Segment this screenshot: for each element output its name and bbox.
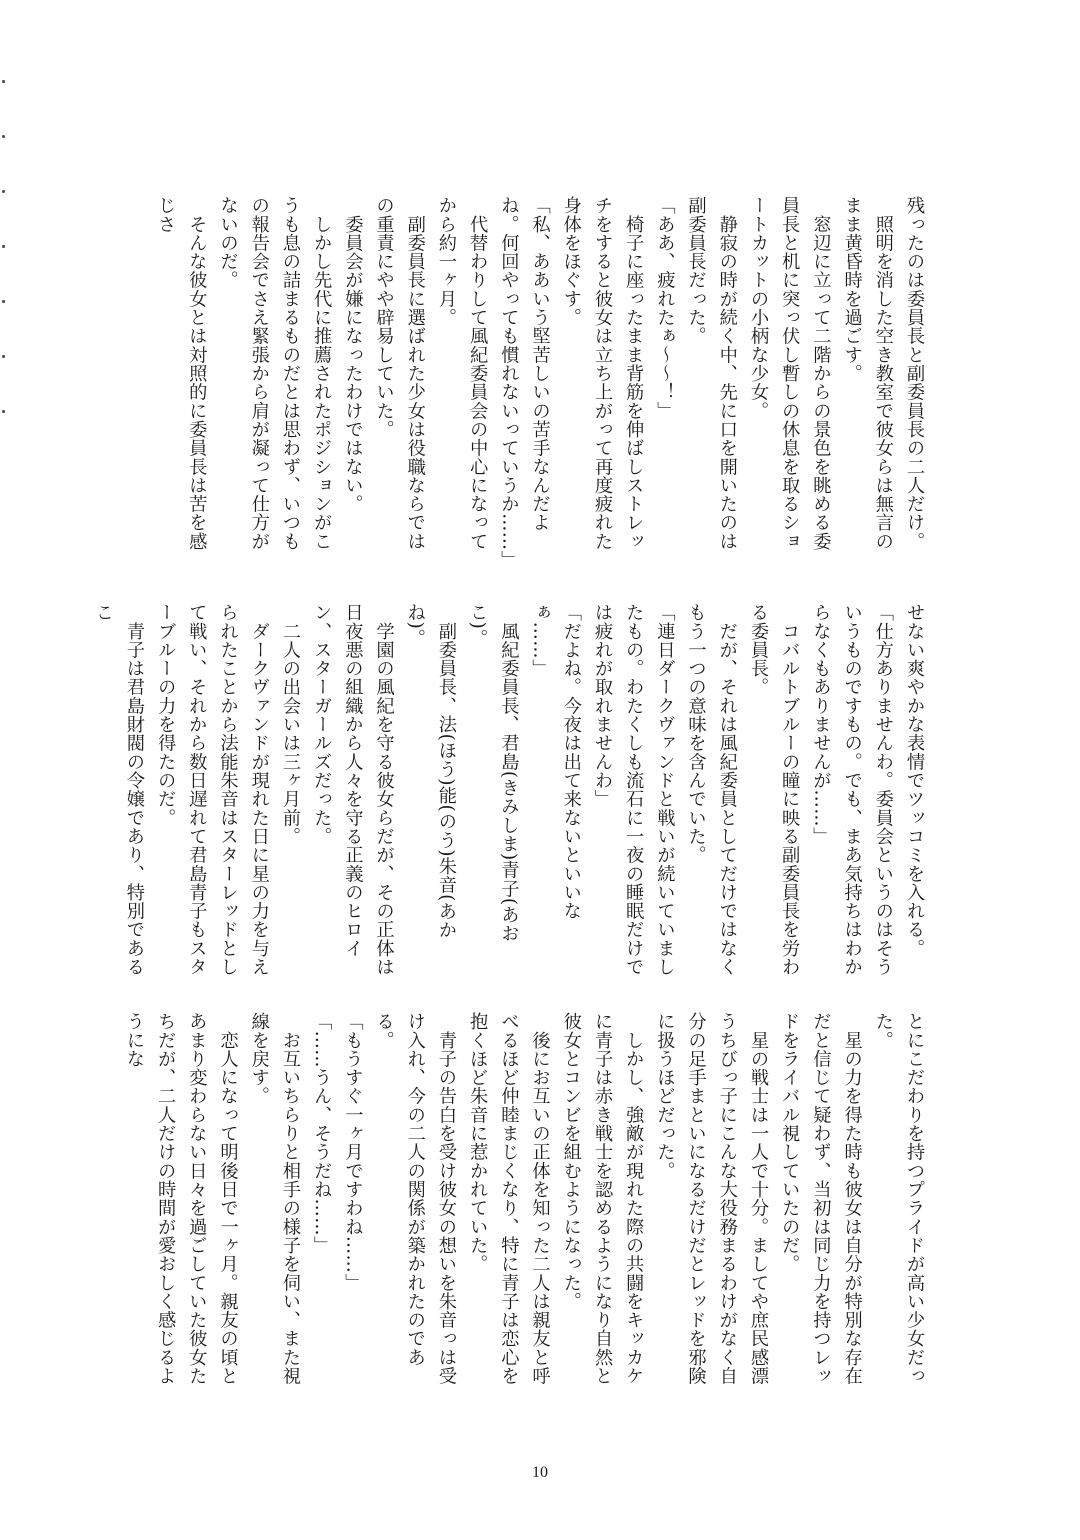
paragraph: 副委員長に選ばれた少女は役職ならではの重責にやや辟易していた。 bbox=[373, 196, 426, 551]
paragraph: 窓辺に立って二階からの景色を眺める委員長と机に突っ伏し暫しの休息を取るショートカットの小柄な少女。 bbox=[747, 196, 832, 551]
paragraph: 恋人になって明後日で一ヶ月。親友の頃とあまり変わらない日々を過ごしていた彼女たちだが、二人だけの時間が愛おしく感じるようにな bbox=[123, 1012, 239, 1386]
paragraph: ダークヴァンドが現れた日に星の力を与えられたことから法能朱音はスターレッドとして戦い、それから数日遅れて君島青子もスターブルーの力を得たのだ。 bbox=[155, 603, 270, 977]
paragraph: とにこだわりを持つプライドが高い少女だった。 bbox=[872, 1012, 925, 1386]
dialogue-line: 「連日ダークヴァンドと戦いが続いていましたもの。わたくしも流石に一夜の睡眠だけでは疲れが取れませんわ」 bbox=[591, 603, 676, 977]
paragraph: 残ったのは委員長と副委員長の二人だけ。 bbox=[904, 196, 925, 551]
text-tier-middle bbox=[92, 603, 930, 983]
edge-mark bbox=[2, 190, 5, 193]
dialogue-line: 「仕方ありませんわ。委員会というのはそういうものですもの。でも、まあ気持ちはわからなくもありませんが……」 bbox=[810, 603, 894, 977]
dialogue-line: 「だよね。今夜は出て来ないといいなぁ……」 bbox=[529, 603, 582, 921]
edge-mark bbox=[2, 300, 5, 303]
edge-mark bbox=[2, 245, 5, 248]
paragraph: 静寂の時が続く中、先に口を開いたのは副委員長だった。 bbox=[685, 196, 738, 551]
dialogue-line: 「もうすぐ一ヶ月ですわね……」 bbox=[342, 1012, 364, 1292]
dialogue-line: 「ああ、疲れたぁ〜〜！」 bbox=[654, 196, 676, 420]
text-tier-top bbox=[155, 196, 930, 570]
paragraph: 副委員長、法(ほう)能(のう)朱音(あかね)。 bbox=[404, 603, 457, 939]
edge-mark bbox=[2, 410, 5, 413]
text-tier-bottom bbox=[123, 1012, 930, 1394]
paragraph: そんな彼女とは対照的に委員長は苦を感じさ bbox=[155, 196, 208, 551]
paragraph: せない爽やかな表情でツッコミを入れる。 bbox=[904, 603, 925, 958]
paragraph: 青子は君島財閥の令嬢であり、特別であるこ bbox=[92, 603, 145, 977]
paragraph: お互いちらりと相手の様子を伺い、また視線を戻す。 bbox=[248, 1012, 301, 1386]
paragraph: 青子の告白を受け彼女の想いを朱音っは受け入れ、今の二人の関係が築かれたのである。 bbox=[373, 1012, 457, 1386]
paragraph: だが、それは風紀委員としてだけではなくもう一つの意味を含んでいた。 bbox=[685, 603, 738, 977]
edge-mark bbox=[2, 355, 5, 358]
paragraph: しかし先代に推薦されたポジションがこうも息の詰まるものだとは思わず、いつもの報告会でさえ緊張から肩が凝って仕方がないのだ。 bbox=[217, 196, 333, 551]
paragraph: 星の戦士は一人で十分。ましてや庶民感漂うちびっ子にこんな大役務まるわけがなく自分の足手まといになるだけだとレッドを邪険に扱うほどだった。 bbox=[654, 1012, 769, 1386]
paragraph: 二人の出会いは三ヶ月前。 bbox=[279, 603, 301, 846]
paragraph: しかし、強敵が現れた際の共闘をキッカケに青子は赤き戦士を認めるようになり自然と彼女とコンビを組むようになった。 bbox=[560, 1012, 645, 1386]
paragraph: 椅子に座ったまま背筋を伸ばしストレッチをすると彼女は立ち上がって再度疲れた身体をほぐす。 bbox=[560, 196, 645, 551]
dialogue-line: 「……うん、そうだね……」 bbox=[311, 1012, 333, 1255]
paragraph: 照明を消した空き教室で彼女らは無言のまま黄昏時を過ごす。 bbox=[841, 196, 894, 551]
scan-edge-marks bbox=[2, 80, 6, 460]
paragraph: 学園の風紀を守る彼女らだが、その正体は日夜悪の組織から人々を守る正義のヒロイン、スターガールズだった。 bbox=[311, 603, 395, 977]
dialogue-line: 「私、ああいう堅苦しいの苦手なんだよね。何回やっても慣れないっていうか……」 bbox=[498, 196, 551, 570]
edge-mark bbox=[2, 80, 5, 83]
paragraph: 後にお互いの正体を知った二人は親友と呼べるほど仲睦まじくなり、特に青子は恋心を抱くほど朱音に惹かれていた。 bbox=[467, 1012, 551, 1386]
paragraph: 風紀委員長、君島(きみしま)青子(あおこ)。 bbox=[467, 603, 520, 943]
page-number: 10 bbox=[532, 1464, 548, 1481]
paragraph: 代替わりして風紀委員会の中心になってから約一ヶ月。 bbox=[435, 196, 489, 551]
paragraph: コバルトブルーの瞳に映る副委員長を労わる委員長。 bbox=[747, 603, 801, 977]
edge-mark bbox=[2, 135, 5, 138]
paragraph: 委員会が嫌になったわけではない。 bbox=[342, 196, 364, 514]
paragraph: 星の力を得た時も彼女は自分が特別な存在だと信じて疑わず、当初は同じ力を持つレッドをライバル視していたのだ。 bbox=[779, 1012, 863, 1386]
